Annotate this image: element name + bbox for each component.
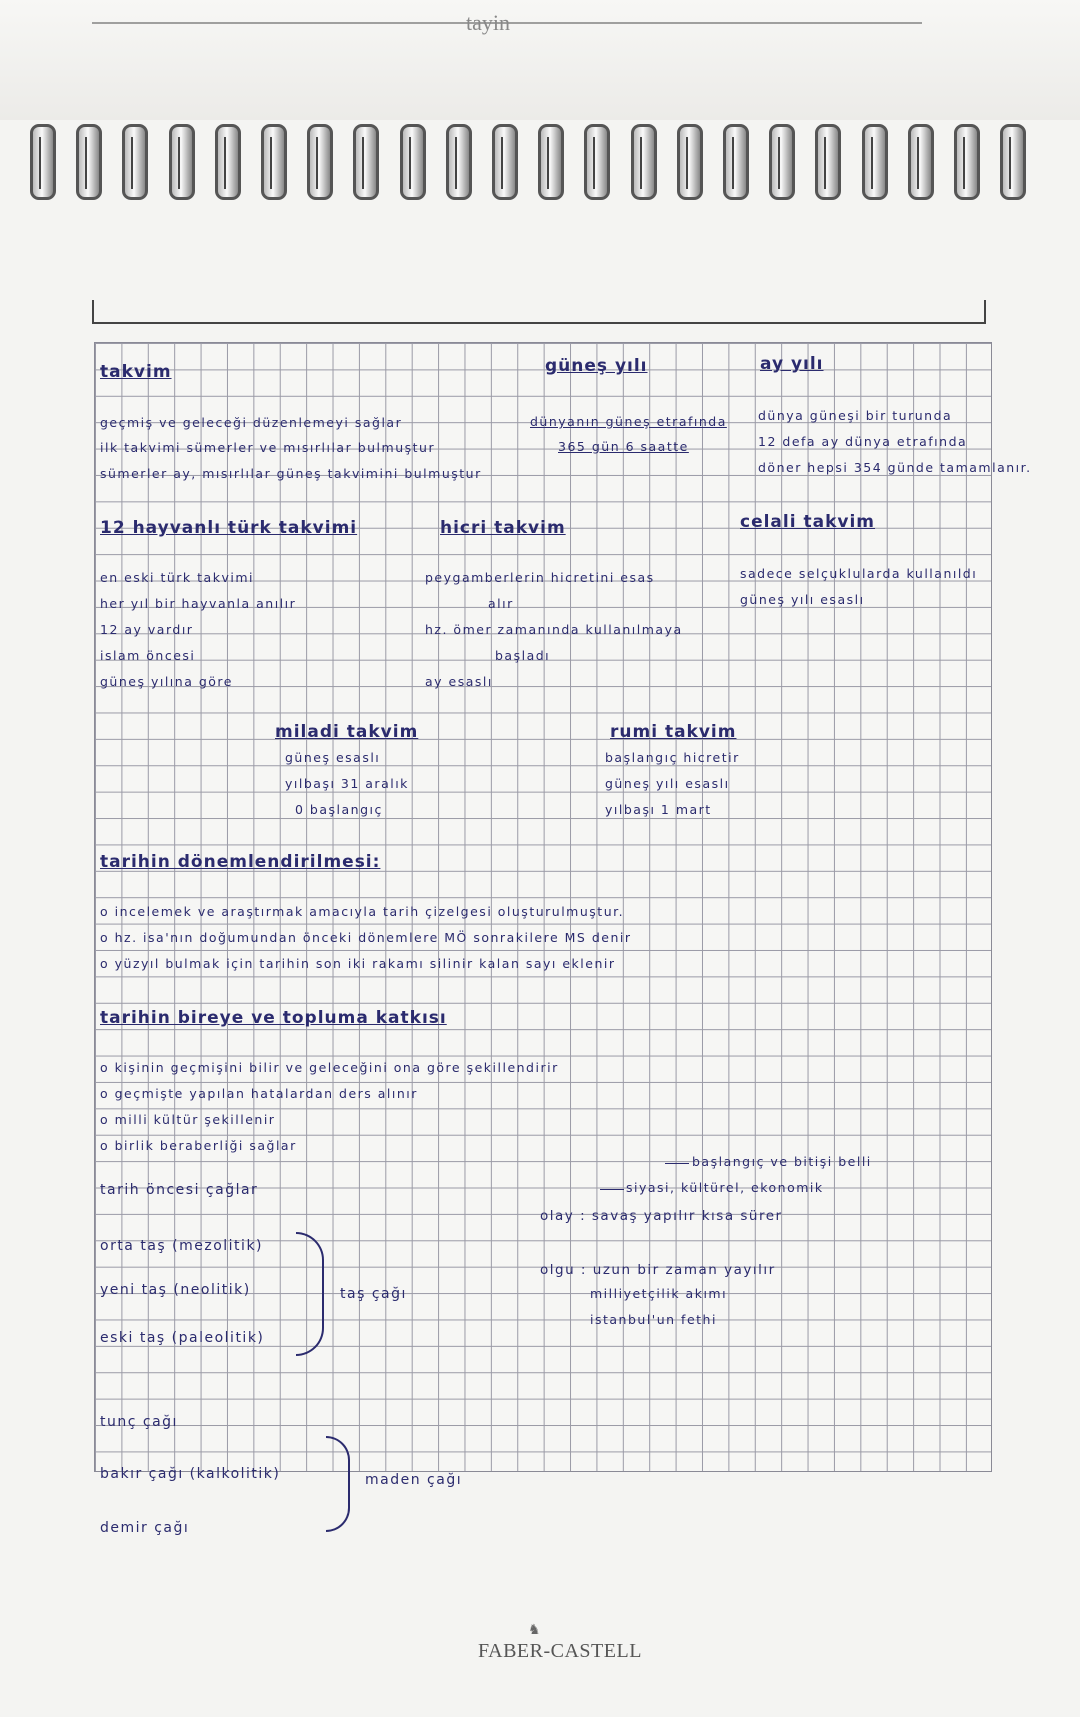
- note-line: sümerler ay, mısırlılar güneş takvimini bulmuştur: [100, 466, 482, 481]
- note-line: başladı: [495, 648, 551, 663]
- bullet-line: o yüzyıl bulmak için tarihin son iki rakamı silinir kalan sayı eklenir: [100, 956, 616, 971]
- spiral-ring-icon: [215, 124, 241, 200]
- note-line: milliyetçilik akımı: [590, 1286, 728, 1301]
- section-title-ay-yili: ay yılı: [760, 354, 824, 374]
- note-line: olgu : uzun bir zaman yayılır: [540, 1262, 776, 1278]
- era-label: bakır çağı (kalkolitik): [100, 1466, 281, 1482]
- section-title-gunes-yili: güneş yılı: [545, 356, 648, 376]
- note-line: döner hepsi 354 günde tamamlanır.: [758, 460, 1032, 475]
- note-line: 0 başlangıç: [295, 802, 383, 817]
- note-line: 365 gün 6 saatte: [558, 439, 689, 454]
- spiral-ring-icon: [908, 124, 934, 200]
- spiral-ring-icon: [76, 124, 102, 200]
- note-line: güneş esaslı: [285, 750, 381, 765]
- note-line: geçmiş ve geleceği düzenlemeyi sağlar: [100, 415, 403, 430]
- spiral-ring-icon: [584, 124, 610, 200]
- brace-tas: [296, 1232, 324, 1356]
- note-line: güneş yılı esaslı: [740, 592, 865, 607]
- era-label: tunç çağı: [100, 1414, 178, 1430]
- era-label: demir çağı: [100, 1520, 190, 1536]
- note-line: güneş yılı esaslı: [605, 776, 730, 791]
- note-line: yılbaşı 31 aralık: [285, 776, 409, 791]
- spiral-ring-icon: [723, 124, 749, 200]
- note-line: 12 defa ay dünya etrafında: [758, 434, 968, 449]
- note-line: dünya güneşi bir turunda: [758, 408, 953, 423]
- spiral-ring-icon: [446, 124, 472, 200]
- note-line: 12 ay vardır: [100, 622, 194, 637]
- note-line: her yıl bir hayvanla anılır: [100, 596, 297, 611]
- note-line: başlangıç ve bitişi belli: [692, 1154, 872, 1169]
- brand-logo-icon: ♞: [528, 1622, 541, 1638]
- section-title-takvim: takvim: [100, 362, 172, 382]
- bullet-line: o birlik beraberliği sağlar: [100, 1138, 297, 1153]
- spiral-ring-icon: [769, 124, 795, 200]
- header-bar: [92, 300, 986, 324]
- spiral-ring-icon: [492, 124, 518, 200]
- era-label: yeni taş (neolitik): [100, 1282, 251, 1298]
- spiral-ring-icon: [169, 124, 195, 200]
- spiral-ring-icon: [538, 124, 564, 200]
- bullet-line: o incelemek ve araştırmak amacıyla tarih çizelgesi oluşturulmuştur.: [100, 904, 625, 919]
- spiral-ring-icon: [122, 124, 148, 200]
- spiral-ring-icon: [400, 124, 426, 200]
- note-line: en eski türk takvimi: [100, 570, 254, 585]
- note-line: sadece selçuklularda kullanıldı: [740, 566, 978, 581]
- top-pencil-note: tayin: [466, 10, 510, 35]
- spiral-ring-icon: [631, 124, 657, 200]
- era-group-label: maden çağı: [365, 1472, 463, 1488]
- spiral-ring-icon: [261, 124, 287, 200]
- note-line: ilk takvimi sümerler ve mısırlılar bulmuştur: [100, 440, 436, 455]
- section-title-miladi: miladi takvim: [275, 722, 419, 742]
- section-title-katki: tarihin bireye ve topluma katkısı: [100, 1008, 447, 1028]
- spiral-ring-icon: [353, 124, 379, 200]
- note-line: güneş yılına göre: [100, 674, 233, 689]
- section-title-hayvanli: 12 hayvanlı türk takvimi: [100, 518, 358, 538]
- note-line: yılbaşı 1 mart: [605, 802, 712, 817]
- bullet-line: o kişinin geçmişini bilir ve geleceğini ona göre şekillendirir: [100, 1060, 559, 1075]
- spiral-ring-icon: [1000, 124, 1026, 200]
- bullet-line: o hz. isa'nın doğumundan önceki dönemlere MÖ sonrakilere MS denir: [100, 930, 632, 945]
- spiral-ring-icon: [815, 124, 841, 200]
- era-label: tarih öncesi çağlar: [100, 1182, 259, 1198]
- note-line: başlangıç hicretir: [605, 750, 740, 765]
- era-label: orta taş (mezolitik): [100, 1238, 264, 1254]
- brand-logo: FABER-CASTELL: [478, 1640, 642, 1662]
- bullet-line: o milli kültür şekillenir: [100, 1112, 276, 1127]
- note-line: olay : savaş yapılır kısa sürer: [540, 1208, 783, 1224]
- note-line: istanbul'un fethi: [590, 1312, 717, 1327]
- note-line: peygamberlerin hicretini esas: [425, 570, 655, 585]
- note-line: alır: [488, 596, 514, 611]
- spiral-ring-icon: [862, 124, 888, 200]
- spiral-ring-icon: [307, 124, 333, 200]
- spiral-ring-icon: [954, 124, 980, 200]
- section-title-hicri: hicri takvim: [440, 518, 566, 538]
- note-line: dünyanın güneş etrafında: [530, 414, 727, 429]
- era-label: eski taş (paleolitik): [100, 1330, 265, 1346]
- bullet-line: o geçmişte yapılan hatalardan ders alınır: [100, 1086, 418, 1101]
- arrow: [665, 1163, 689, 1164]
- spiral-ring-icon: [677, 124, 703, 200]
- note-line: ay esaslı: [425, 674, 493, 689]
- note-line: siyasi, kültürel, ekonomik: [626, 1180, 824, 1195]
- section-title-donem: tarihin dönemlendirilmesi:: [100, 852, 381, 872]
- era-group-label: taş çağı: [340, 1286, 407, 1302]
- section-title-rumi: rumi takvim: [610, 722, 737, 742]
- arrow: [600, 1189, 624, 1190]
- previous-page-strip: [0, 0, 1080, 120]
- section-title-celali: celali takvim: [740, 512, 876, 532]
- note-line: islam öncesi: [100, 648, 196, 663]
- spiral-binding: [30, 124, 1050, 202]
- note-line: hz. ömer zamanında kullanılmaya: [425, 622, 683, 637]
- brace-maden: [326, 1436, 350, 1532]
- spiral-ring-icon: [30, 124, 56, 200]
